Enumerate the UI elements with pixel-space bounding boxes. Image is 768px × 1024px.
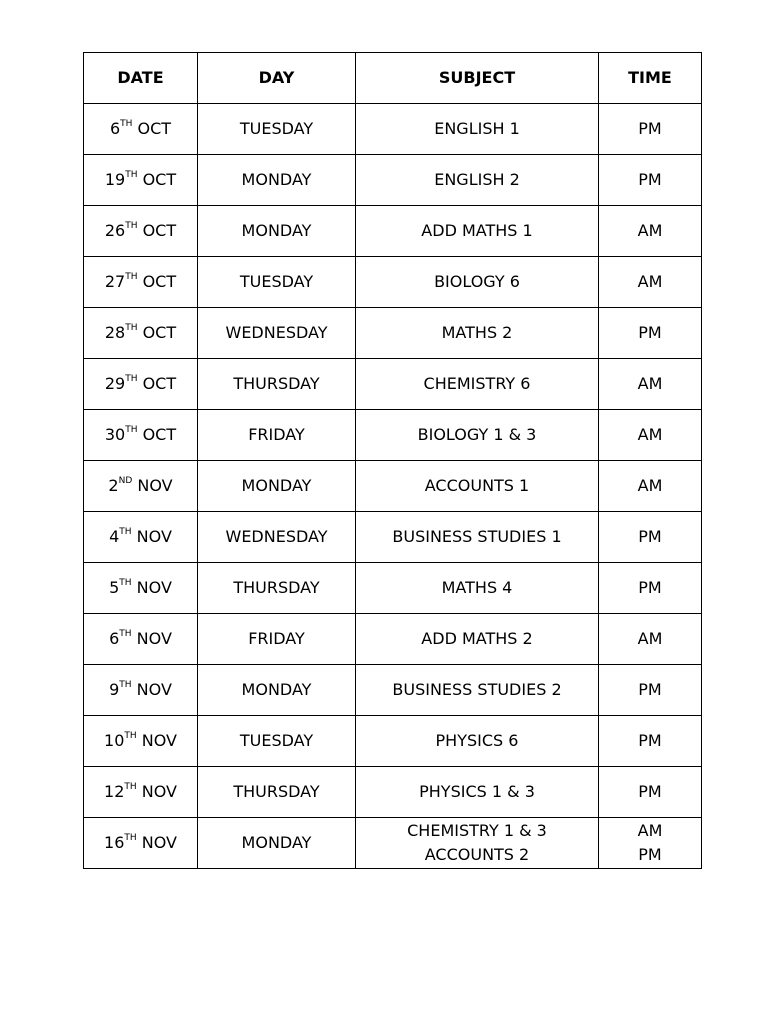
date-day-number: 16	[104, 833, 125, 852]
time-line: PM	[638, 323, 662, 342]
subject-line: ACCOUNTS 2	[424, 845, 530, 864]
header-subject: SUBJECT	[356, 53, 599, 104]
subject-line: BIOLOGY 6	[434, 272, 520, 291]
date-month: NOV	[136, 680, 172, 699]
date-cell	[84, 614, 198, 665]
subject-cell	[356, 563, 599, 614]
date-month: OCT	[142, 374, 177, 393]
table-row	[84, 716, 702, 767]
date-cell	[84, 461, 198, 512]
date-cell	[84, 512, 198, 563]
date-ordinal-suffix: TH	[125, 424, 138, 435]
date-month: OCT	[137, 119, 172, 138]
time-line: PM	[638, 119, 662, 138]
subject-line: MATHS 2	[441, 323, 513, 342]
table-row	[84, 155, 702, 206]
subject-cell	[356, 818, 599, 869]
time-cell	[599, 206, 702, 257]
day-cell: WEDNESDAY	[198, 512, 356, 563]
time-line: AM	[637, 425, 663, 444]
date-day-number: 10	[104, 731, 125, 750]
day-cell: TUESDAY	[198, 104, 356, 155]
date-ordinal-suffix: TH	[124, 781, 137, 792]
date-ordinal-suffix: TH	[125, 220, 138, 231]
time-line: PM	[638, 170, 662, 189]
time-cell	[599, 563, 702, 614]
day-cell: MONDAY	[198, 206, 356, 257]
table-row	[84, 410, 702, 461]
date-cell	[84, 257, 198, 308]
date-month: OCT	[142, 323, 177, 342]
subject-cell	[356, 512, 599, 563]
date-month: NOV	[141, 731, 177, 750]
table-row	[84, 767, 702, 818]
table-body	[84, 104, 702, 869]
time-cell	[599, 257, 702, 308]
time-cell	[599, 104, 702, 155]
day-cell: THURSDAY	[198, 563, 356, 614]
time-cell	[599, 767, 702, 818]
table-row	[84, 104, 702, 155]
time-cell	[599, 818, 702, 869]
subject-cell	[356, 767, 599, 818]
subject-line: BUSINESS STUDIES 2	[392, 680, 562, 699]
time-line: PM	[638, 578, 662, 597]
time-line: PM	[638, 782, 662, 801]
subject-line: ADD MATHS 2	[421, 629, 533, 648]
date-day-number: 28	[104, 323, 126, 342]
date-ordinal-suffix: TH	[125, 373, 138, 384]
day-cell: MONDAY	[198, 461, 356, 512]
table-row	[84, 359, 702, 410]
table-row	[84, 512, 702, 563]
date-month: NOV	[141, 833, 177, 852]
day-cell: TUESDAY	[198, 716, 356, 767]
date-ordinal-suffix: TH	[125, 322, 138, 333]
day-cell: THURSDAY	[198, 767, 356, 818]
header-row	[84, 53, 702, 104]
time-cell	[599, 308, 702, 359]
subject-cell	[356, 359, 599, 410]
date-cell	[84, 308, 198, 359]
date-cell	[84, 104, 198, 155]
date-ordinal-suffix: TH	[119, 526, 132, 537]
date-cell	[84, 665, 198, 716]
date-month: NOV	[141, 782, 177, 801]
table-row	[84, 614, 702, 665]
table-row	[84, 563, 702, 614]
time-line: AM	[637, 821, 663, 840]
day-cell: MONDAY	[198, 818, 356, 869]
time-line: AM	[637, 221, 663, 240]
subject-line: ADD MATHS 1	[421, 221, 533, 240]
header-date: DATE	[84, 53, 198, 104]
date-ordinal-suffix: TH	[119, 679, 132, 690]
date-ordinal-suffix: TH	[125, 271, 138, 282]
time-line: AM	[637, 629, 663, 648]
date-day-number: 12	[104, 782, 125, 801]
subject-line: PHYSICS 1 & 3	[419, 782, 535, 801]
time-cell	[599, 359, 702, 410]
subject-line: CHEMISTRY 1 & 3	[407, 821, 547, 840]
date-cell	[84, 716, 198, 767]
date-ordinal-suffix: TH	[124, 832, 137, 843]
date-day-number: 19	[104, 170, 126, 189]
subject-cell	[356, 155, 599, 206]
day-cell: THURSDAY	[198, 359, 356, 410]
subject-line: ENGLISH 1	[434, 119, 520, 138]
date-day-number: 4	[109, 527, 120, 546]
date-day-number: 29	[104, 374, 126, 393]
time-cell	[599, 155, 702, 206]
subject-line: PHYSICS 6	[435, 731, 519, 750]
day-cell: FRIDAY	[198, 614, 356, 665]
subject-cell	[356, 104, 599, 155]
date-day-number: 9	[109, 680, 120, 699]
date-ordinal-suffix: TH	[119, 628, 132, 639]
date-ordinal-suffix: ND	[118, 475, 133, 486]
subject-cell	[356, 665, 599, 716]
date-cell	[84, 155, 198, 206]
date-cell	[84, 206, 198, 257]
date-month: OCT	[142, 170, 177, 189]
table-row	[84, 308, 702, 359]
subject-cell	[356, 410, 599, 461]
header-day: DAY	[198, 53, 356, 104]
subject-cell	[356, 206, 599, 257]
time-line: AM	[637, 374, 663, 393]
time-cell	[599, 716, 702, 767]
day-cell: WEDNESDAY	[198, 308, 356, 359]
table-header	[84, 53, 702, 104]
time-line: AM	[637, 476, 663, 495]
subject-line: BIOLOGY 1 & 3	[417, 425, 537, 444]
date-month: OCT	[142, 221, 177, 240]
date-month: NOV	[137, 476, 173, 495]
subject-cell	[356, 257, 599, 308]
date-ordinal-suffix: TH	[119, 577, 132, 588]
date-month: OCT	[142, 425, 177, 444]
time-cell	[599, 410, 702, 461]
date-day-number: 5	[109, 578, 120, 597]
date-cell	[84, 818, 198, 869]
time-cell	[599, 614, 702, 665]
day-cell: TUESDAY	[198, 257, 356, 308]
date-day-number: 2	[108, 476, 119, 495]
subject-cell	[356, 308, 599, 359]
date-day-number: 26	[104, 221, 126, 240]
table-row	[84, 206, 702, 257]
day-cell: MONDAY	[198, 155, 356, 206]
date-cell	[84, 410, 198, 461]
table-row	[84, 257, 702, 308]
date-month: NOV	[136, 527, 172, 546]
time-cell	[599, 665, 702, 716]
subject-line: MATHS 4	[441, 578, 513, 597]
subject-cell	[356, 461, 599, 512]
subject-line: ENGLISH 2	[434, 170, 520, 189]
time-line: AM	[637, 272, 663, 291]
time-cell	[599, 512, 702, 563]
subject-line: ACCOUNTS 1	[424, 476, 530, 495]
time-cell	[599, 461, 702, 512]
date-month: OCT	[142, 272, 177, 291]
subject-line: BUSINESS STUDIES 1	[392, 527, 562, 546]
date-day-number: 6	[109, 119, 121, 138]
date-cell	[84, 359, 198, 410]
exam-schedule-table	[83, 52, 702, 869]
time-line: PM	[638, 680, 662, 699]
header-time: TIME	[599, 53, 702, 104]
time-line: PM	[638, 731, 662, 750]
table-row	[84, 665, 702, 716]
day-cell: MONDAY	[198, 665, 356, 716]
subject-line: CHEMISTRY 6	[423, 374, 531, 393]
date-day-number: 6	[109, 629, 120, 648]
date-day-number: 30	[104, 425, 126, 444]
table-row	[84, 461, 702, 512]
date-cell	[84, 767, 198, 818]
date-day-number: 27	[104, 272, 126, 291]
date-month: NOV	[136, 629, 172, 648]
subject-cell	[356, 614, 599, 665]
subject-cell	[356, 716, 599, 767]
date-cell	[84, 563, 198, 614]
date-ordinal-suffix: TH	[125, 169, 138, 180]
time-line: PM	[638, 527, 662, 546]
date-ordinal-suffix: TH	[120, 118, 133, 129]
day-cell: FRIDAY	[198, 410, 356, 461]
table-row	[84, 818, 702, 869]
date-ordinal-suffix: TH	[124, 730, 137, 741]
date-month: NOV	[136, 578, 172, 597]
time-line: PM	[638, 845, 662, 864]
